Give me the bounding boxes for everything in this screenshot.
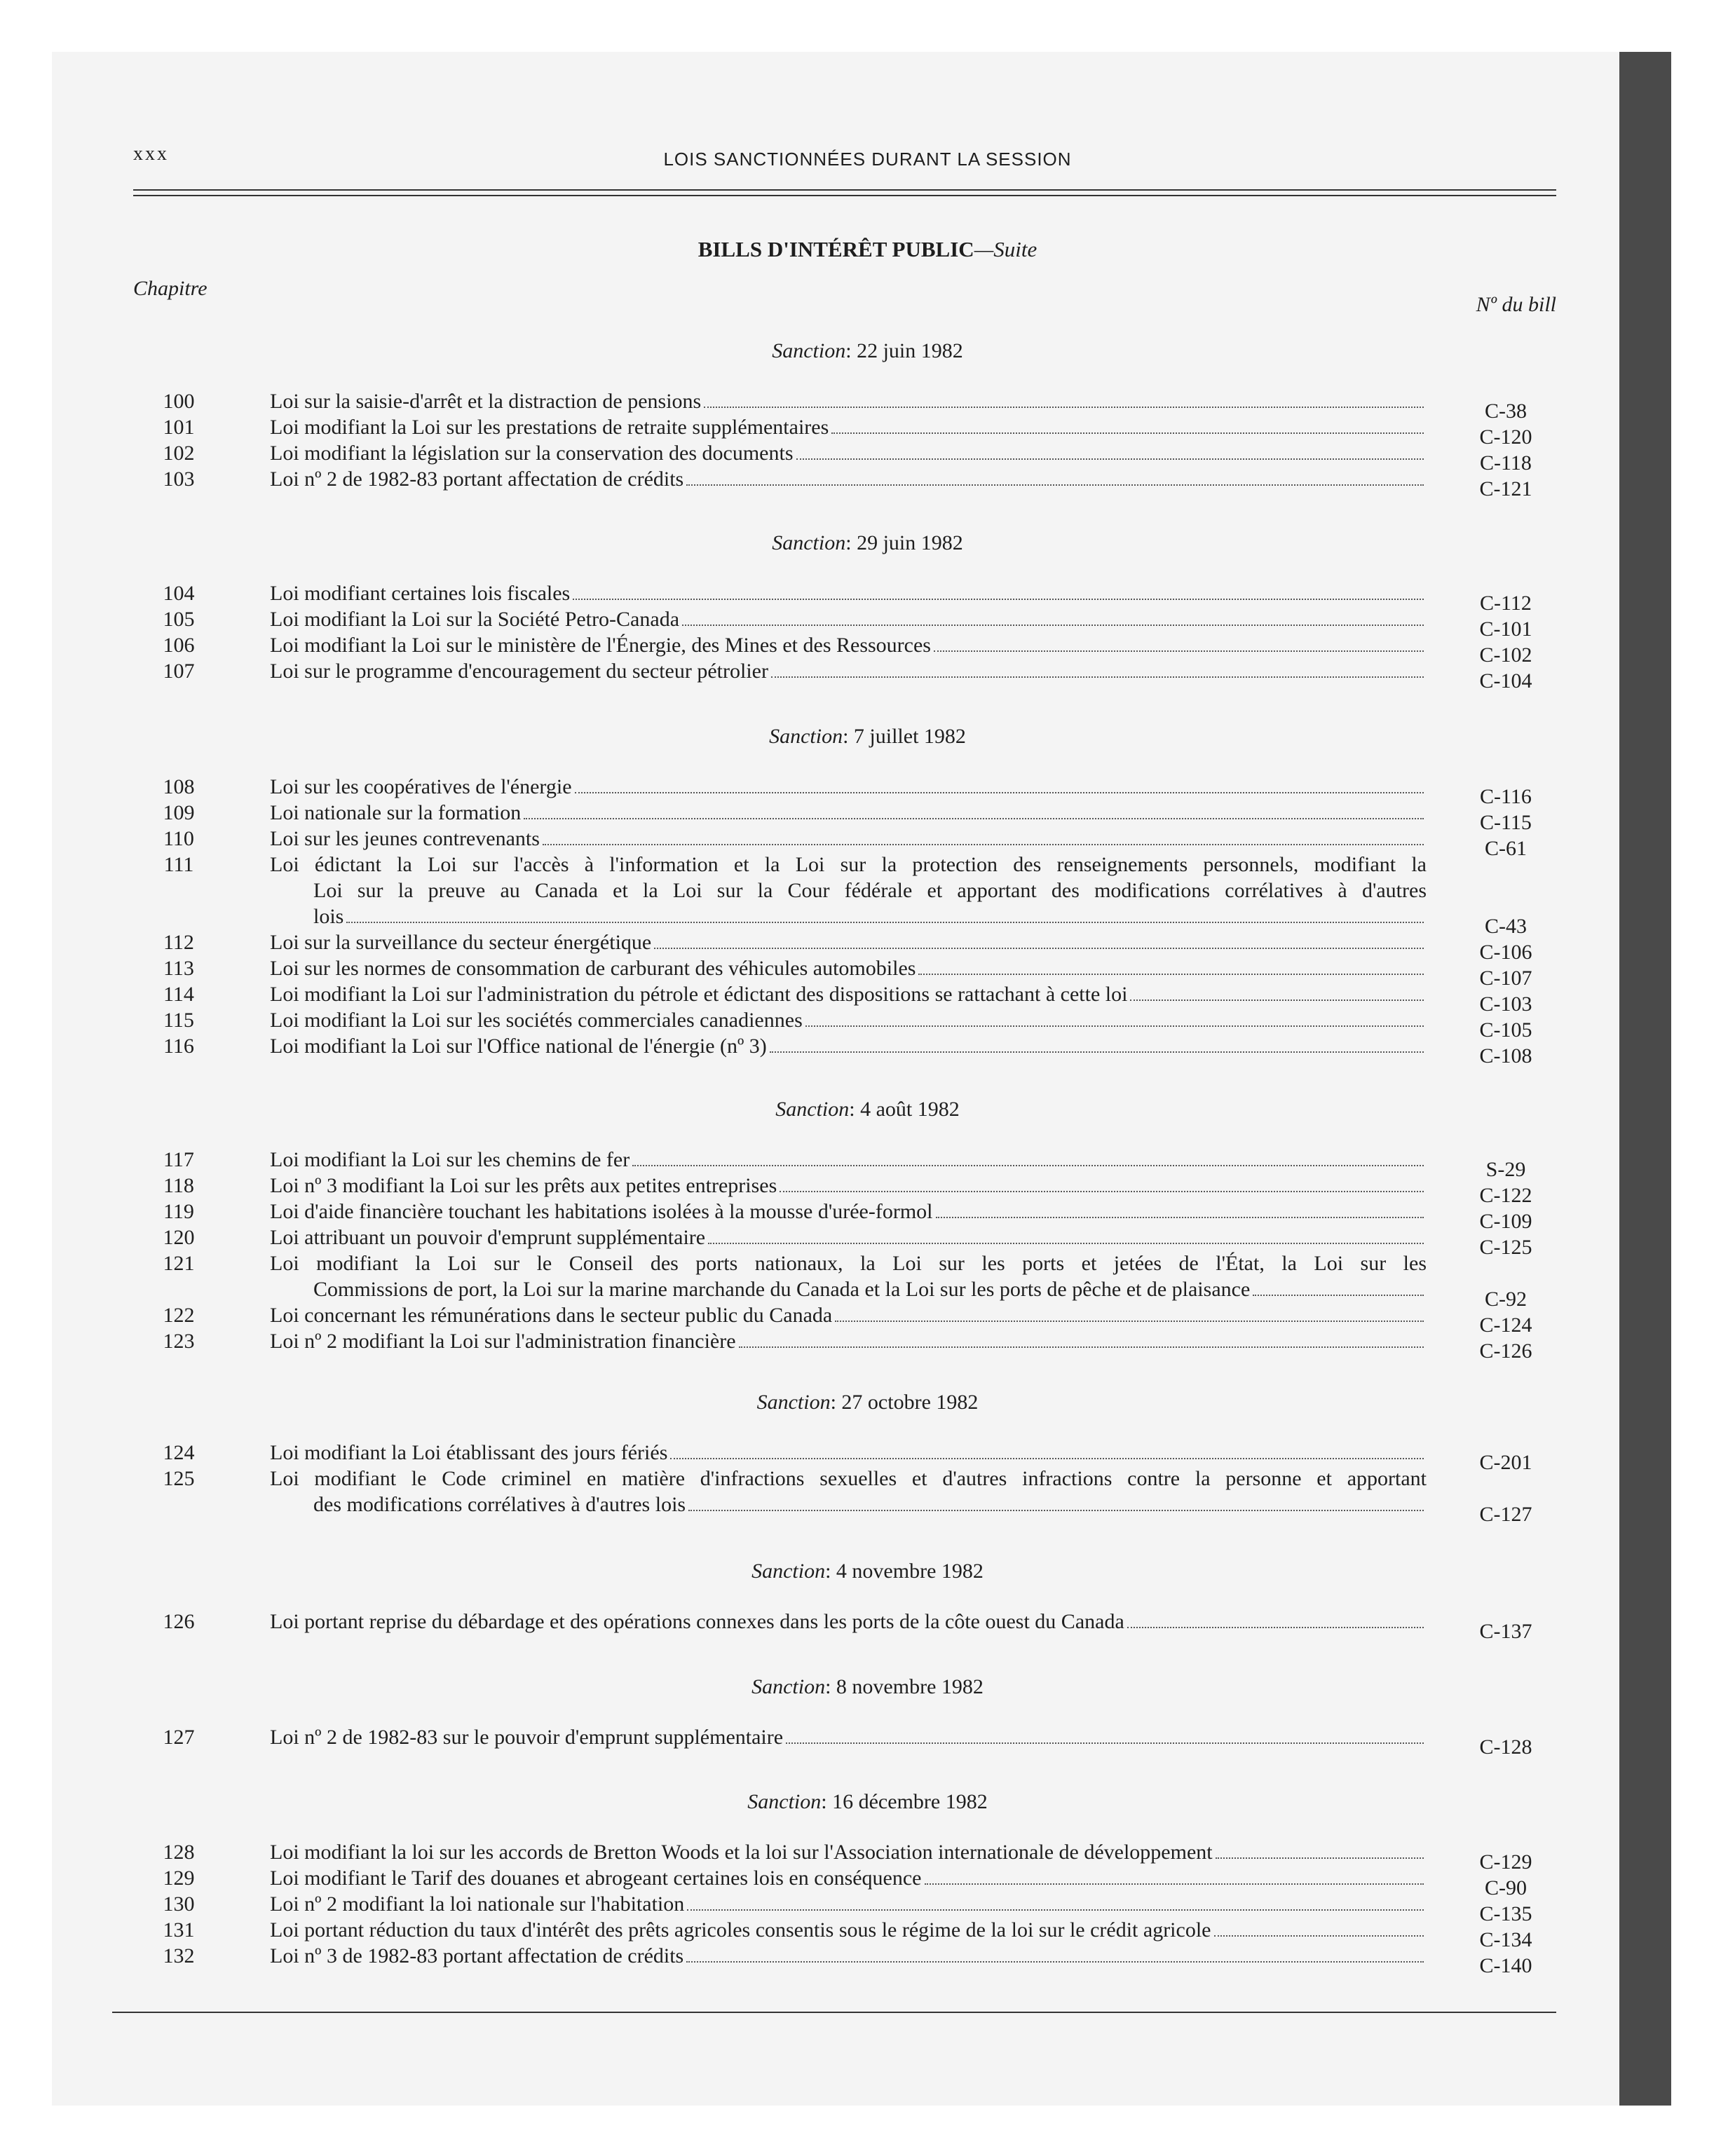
sanction-label: Sanction (756, 1391, 831, 1414)
bill-title-text: Loi d'aide financière touchant les habitations isolées à la mousse d'urée-formol (270, 1200, 933, 1223)
section-heading (0, 237, 1735, 262)
bill-title (270, 1609, 1427, 1635)
dot-leader (1130, 999, 1424, 1001)
bill-column-header: Nº du bill (1476, 293, 1556, 316)
bill-title-text: Loi modifiant la Loi établissant des jours fériés (270, 1441, 668, 1464)
bill-title-line (270, 414, 1427, 440)
bill-title-line (270, 466, 1427, 492)
bill-title-line (270, 955, 1427, 981)
bill-entry (0, 388, 1735, 423)
dot-leader (936, 1217, 1424, 1218)
sanction-date: : 29 juin 1982 (845, 531, 963, 554)
bill-entry (0, 852, 1735, 938)
chapter-number: 100 (163, 390, 195, 413)
bill-number: C-128 (1479, 1735, 1532, 1759)
header-rule (133, 189, 1556, 191)
bill-title-line (270, 981, 1427, 1007)
dot-leader (575, 792, 1424, 793)
sanction-date: : 22 juin 1982 (845, 339, 963, 362)
dot-leader (1253, 1295, 1424, 1296)
sanction-heading (0, 531, 1735, 555)
bill-title-text: Loi nº 3 de 1982-83 portant affectation de crédits (270, 1944, 684, 1967)
bill-title-line (270, 1007, 1427, 1033)
bill-entry (0, 632, 1735, 667)
bill-title-text: Loi sur les jeunes contrevenants (270, 827, 540, 850)
bill-title-text: des modifications corrélatives à d'autres lois (313, 1493, 686, 1516)
bill-title-line (270, 658, 1427, 684)
bill-title-line (270, 388, 1427, 414)
bill-title (270, 1917, 1427, 1943)
bill-number: C-118 (1480, 451, 1532, 475)
bill-number: C-38 (1485, 400, 1527, 423)
dot-leader (786, 1742, 1424, 1744)
page-number: xxx (133, 143, 169, 165)
bill-number: C-127 (1479, 1503, 1532, 1526)
dot-leader (687, 1909, 1424, 1911)
bill-entry (0, 1033, 1735, 1067)
bill-entry (0, 1328, 1735, 1363)
bill-title-text: Loi sur le programme d'encouragement du secteur pétrolier (270, 660, 768, 683)
sanction-date: : 4 novembre 1982 (825, 1560, 984, 1583)
bill-title-line (270, 1224, 1427, 1250)
bill-title-text: Loi modifiant la Loi sur la Société Petro-Canada (270, 608, 680, 631)
bill-title-line (270, 826, 1427, 852)
bill-entry (0, 800, 1735, 834)
bill-title-text: Loi modifiant la législation sur la conservation des documents (270, 442, 794, 465)
sanction-label: Sanction (769, 725, 843, 748)
bill-title-line (270, 774, 1427, 800)
sanction-heading (0, 1675, 1735, 1699)
bill-list (0, 1609, 1735, 1643)
bill-list (0, 580, 1735, 692)
dot-leader (632, 1165, 1424, 1166)
chapter-number: 110 (163, 827, 194, 850)
chapter-number: 122 (163, 1304, 195, 1327)
bill-entry (0, 440, 1735, 475)
sanction-label: Sanction (772, 339, 846, 362)
heading-main: BILLS D'INTÉRÊT PUBLIC (698, 237, 974, 261)
bill-number: C-104 (1479, 669, 1532, 692)
bill-title (270, 800, 1427, 826)
bill-title-text: Loi attribuant un pouvoir d'emprunt supplémentaire (270, 1226, 706, 1249)
bill-title (270, 632, 1427, 658)
sanction-date: : 7 juillet 1982 (843, 725, 966, 748)
chapter-number: 117 (163, 1148, 194, 1171)
bill-entry (0, 1173, 1735, 1207)
dot-leader (934, 650, 1424, 652)
dot-leader (925, 1883, 1424, 1885)
bill-number: C-112 (1480, 592, 1532, 615)
dot-leader (739, 1346, 1424, 1348)
sanction-date: : 16 décembre 1982 (821, 1790, 988, 1813)
bill-title-text: Loi nationale sur la formation (270, 801, 522, 824)
bill-title-line (270, 903, 1427, 929)
sanction-label: Sanction (772, 531, 846, 554)
bill-title-text: Loi modifiant certaines lois fiscales (270, 582, 571, 605)
chapter-number: 131 (163, 1918, 195, 1942)
bill-title-text: Loi portant reprise du débardage et des opérations connexes dans les ports de la côte ouest du Canada (270, 1610, 1124, 1633)
chapter-number: 113 (163, 957, 194, 980)
bill-entry (0, 1199, 1735, 1233)
bill-entry (0, 1917, 1735, 1951)
bill-title-text: Commissions de port, la Loi sur la marine marchande du Canada et la Loi sur les ports de pêche et de plaisance (313, 1278, 1251, 1301)
bill-entry (0, 1609, 1735, 1643)
bill-entry (0, 929, 1735, 964)
chapter-number: 112 (163, 931, 194, 954)
chapter-number: 129 (163, 1867, 195, 1890)
bill-title-line (270, 440, 1427, 466)
bill-number: C-101 (1479, 618, 1532, 641)
bill-title (270, 1865, 1427, 1891)
bill-title (270, 388, 1427, 414)
dot-leader (682, 625, 1424, 626)
bill-number: C-43 (1485, 915, 1527, 938)
bill-title (270, 1224, 1427, 1250)
bill-number: C-108 (1479, 1044, 1532, 1067)
dot-leader (771, 676, 1424, 678)
bill-title-text: Loi portant réduction du taux d'intérêt des prêts agricoles consentis sous le régime de la loi sur le crédit agricole (270, 1918, 1211, 1942)
bill-title-text: Loi nº 2 de 1982-83 sur le pouvoir d'emprunt supplémentaire (270, 1726, 784, 1749)
bill-title (270, 1007, 1427, 1033)
bill-title-line (270, 1276, 1427, 1302)
bill-title (270, 606, 1427, 632)
bill-number: C-135 (1479, 1902, 1532, 1925)
bill-title (270, 774, 1427, 800)
bill-list (0, 1839, 1735, 1977)
bill-number: C-129 (1479, 1850, 1532, 1874)
bill-title (270, 440, 1427, 466)
chapter-number: 106 (163, 634, 195, 657)
bill-title-text: Loi sur les normes de consommation de carburant des véhicules automobiles (270, 957, 916, 980)
bill-title-text: Loi modifiant la Loi sur le ministère de l'Énergie, des Mines et des Ressources (270, 634, 931, 657)
bill-title-text: Loi modifiant la loi sur les accords de Bretton Woods et la loi sur l'Association internationale de développement (270, 1841, 1213, 1864)
sanction-label: Sanction (751, 1560, 826, 1583)
bill-title (270, 1173, 1427, 1199)
chapter-number: 130 (163, 1892, 195, 1916)
bill-title (270, 658, 1427, 684)
dot-leader (670, 1458, 1424, 1459)
dot-leader (770, 1051, 1424, 1053)
bill-title-line: Loi édictant la Loi sur l'accès à l'information et la Loi sur la protection des renseignements personnels, modifiant la (270, 853, 1427, 876)
chapter-number: 102 (163, 442, 195, 465)
chapter-number: 105 (163, 608, 195, 631)
bill-title-text: Loi modifiant la Loi sur l'administration du pétrole et édictant des dispositions se rattachant à cette loi (270, 983, 1128, 1006)
dot-leader (654, 948, 1424, 949)
bill-title-line (270, 1609, 1427, 1635)
chapter-number: 101 (163, 416, 195, 439)
chapter-number: 118 (163, 1174, 194, 1197)
bill-number: C-201 (1479, 1451, 1532, 1474)
sanction-label: Sanction (747, 1790, 822, 1813)
bill-number: C-137 (1479, 1620, 1532, 1643)
bill-title (270, 466, 1427, 492)
bill-entry (0, 774, 1735, 808)
chapter-number: 116 (163, 1035, 194, 1058)
bill-number: C-92 (1485, 1288, 1527, 1311)
bill-title (270, 1466, 1427, 1517)
bill-number: C-126 (1479, 1339, 1532, 1363)
bill-entry (0, 1724, 1735, 1759)
bill-title-line (270, 1724, 1427, 1750)
bill-title-line (270, 1865, 1427, 1891)
bill-entry (0, 1839, 1735, 1874)
sanction-date: : 27 octobre 1982 (830, 1391, 979, 1414)
bill-entry (0, 1224, 1735, 1259)
sanction-heading (0, 339, 1735, 363)
sanction-heading (0, 1560, 1735, 1583)
bill-title-line (270, 1147, 1427, 1173)
bill-title-line: Loi modifiant le Code criminel en matière d'infractions sexuelles et d'autres infractions contre la personne et apportant (270, 1467, 1427, 1490)
bill-title-line (270, 1891, 1427, 1917)
bill-number: C-102 (1479, 643, 1532, 667)
dot-leader (524, 818, 1424, 819)
bill-title-text: Loi modifiant la Loi sur l'Office national de l'énergie (nº 3) (270, 1035, 767, 1058)
bill-title-line (270, 1173, 1427, 1199)
sanction-heading (0, 725, 1735, 749)
bill-entry (0, 1250, 1735, 1311)
chapter-number: 124 (163, 1441, 195, 1464)
bill-title (270, 1328, 1427, 1354)
footer-rule (112, 2012, 1556, 2013)
bill-title-text: Loi sur la surveillance du secteur énergétique (270, 931, 652, 954)
heading-suite: —Suite (974, 237, 1037, 261)
sanction-heading (0, 1391, 1735, 1414)
dot-leader (831, 432, 1424, 434)
dot-leader (796, 458, 1424, 460)
bill-number: C-106 (1479, 941, 1532, 964)
bill-number: C-124 (1479, 1314, 1532, 1337)
sanction-label: Sanction (751, 1675, 826, 1698)
bill-title (270, 1302, 1427, 1328)
bill-title-text: Loi nº 2 de 1982-83 portant affectation de crédits (270, 468, 684, 491)
dot-leader (543, 844, 1424, 845)
bill-title-text: Loi nº 2 modifiant la Loi sur l'administration financière (270, 1330, 736, 1353)
bill-title-line (270, 632, 1427, 658)
bill-number: C-109 (1479, 1210, 1532, 1233)
bill-entry (0, 1007, 1735, 1042)
dot-leader (686, 484, 1424, 486)
dot-leader (686, 1961, 1424, 1963)
bill-title-line (270, 1328, 1427, 1354)
dot-leader (708, 1243, 1424, 1244)
sanction-date: : 8 novembre 1982 (825, 1675, 984, 1698)
dot-leader (780, 1191, 1424, 1192)
bill-entry (0, 606, 1735, 641)
bill-title-line (270, 606, 1427, 632)
bill-number: C-140 (1479, 1954, 1532, 1977)
bill-list (0, 388, 1735, 500)
bill-number: C-61 (1485, 837, 1527, 860)
chapter-number: 132 (163, 1944, 195, 1967)
bill-title (270, 580, 1427, 606)
bill-title-text: Loi nº 3 modifiant la Loi sur les prêts aux petites entreprises (270, 1174, 777, 1197)
running-head: LOIS SANCTIONNÉES DURANT LA SESSION (663, 149, 1072, 170)
bill-title (270, 1250, 1427, 1302)
header-rule (133, 195, 1556, 196)
sanction-heading (0, 1790, 1735, 1814)
chapter-number: 125 (163, 1467, 195, 1490)
chapter-number: 119 (163, 1200, 194, 1223)
bill-title-line (270, 1199, 1427, 1224)
bill-title (270, 1943, 1427, 1969)
bill-entry (0, 1466, 1735, 1526)
bill-number: C-105 (1479, 1018, 1532, 1042)
bill-entry (0, 955, 1735, 990)
chapter-number: 123 (163, 1330, 195, 1353)
bill-title (270, 852, 1427, 929)
chapter-number: 104 (163, 582, 195, 605)
bill-title-text: Loi modifiant la Loi sur les prestations de retraite supplémentaires (270, 416, 829, 439)
bill-title (270, 955, 1427, 981)
bill-title-text: Loi modifiant la Loi sur les sociétés commerciales canadiennes (270, 1009, 803, 1032)
chapter-number: 115 (163, 1009, 194, 1032)
bill-title (270, 1724, 1427, 1750)
sanction-label: Sanction (775, 1098, 850, 1121)
sanction-date: : 4 août 1982 (849, 1098, 960, 1121)
bill-number: C-103 (1479, 992, 1532, 1016)
chapter-number: 103 (163, 468, 195, 491)
bill-entry (0, 414, 1735, 449)
chapter-number: 127 (163, 1726, 195, 1749)
bill-title-line (270, 580, 1427, 606)
bill-number: C-120 (1479, 425, 1532, 449)
dot-leader (688, 1510, 1424, 1511)
bill-title-line (270, 1943, 1427, 1969)
bill-title-text: Loi sur les coopératives de l'énergie (270, 775, 572, 798)
dot-leader (918, 974, 1424, 975)
chapter-number: 121 (163, 1252, 195, 1275)
bill-number: C-107 (1479, 967, 1532, 990)
sanction-heading (0, 1098, 1735, 1121)
bill-title-line: Loi modifiant la Loi sur le Conseil des ports nationaux, la Loi sur les ports et jetées de l'État, la Loi sur les (270, 1252, 1427, 1275)
bill-list (0, 1724, 1735, 1759)
chapter-column-header: Chapitre (133, 277, 207, 300)
dot-leader (346, 922, 1424, 923)
chapter-number: 107 (163, 660, 195, 683)
bill-title-text: Loi modifiant le Tarif des douanes et abrogeant certaines lois en conséquence (270, 1867, 922, 1890)
bill-title (270, 1891, 1427, 1917)
chapter-number: 108 (163, 775, 195, 798)
bill-number: C-122 (1479, 1184, 1532, 1207)
bill-title (270, 1147, 1427, 1173)
bill-title-line (270, 1917, 1427, 1943)
bill-title (270, 981, 1427, 1007)
bill-entry (0, 981, 1735, 1016)
bill-entry (0, 1440, 1735, 1474)
chapter-number: 114 (163, 983, 194, 1006)
bill-entry (0, 658, 1735, 692)
bill-number: C-125 (1479, 1236, 1532, 1259)
dot-leader (835, 1321, 1424, 1322)
bill-title-line (270, 1440, 1427, 1466)
bill-list (0, 774, 1735, 1067)
bill-title-text: Loi sur la saisie-d'arrêt et la distraction de pensions (270, 390, 702, 413)
bill-title-line (270, 929, 1427, 955)
bill-entry (0, 466, 1735, 500)
bill-number: C-121 (1479, 477, 1532, 500)
bill-number: C-90 (1485, 1876, 1527, 1899)
bill-title (270, 1839, 1427, 1865)
bill-title-text: lois (313, 905, 344, 928)
bill-title-line (270, 1033, 1427, 1059)
bill-number: C-116 (1480, 785, 1532, 808)
bill-title (270, 929, 1427, 955)
dot-leader (805, 1025, 1424, 1027)
bill-title (270, 1440, 1427, 1466)
bill-entry (0, 1302, 1735, 1337)
dot-leader (1127, 1627, 1424, 1628)
bill-title-text: Loi nº 2 modifiant la loi nationale sur l'habitation (270, 1892, 685, 1916)
bill-number: S-29 (1485, 1158, 1526, 1181)
bill-title-line (270, 800, 1427, 826)
bill-title-line: Loi sur la preuve au Canada et la Loi sur la Cour fédérale et apportant des modifications corrélatives à d'autres (313, 879, 1427, 902)
bill-title-line (270, 1492, 1427, 1517)
dot-leader (704, 407, 1424, 408)
bill-title (270, 826, 1427, 852)
bill-number: C-115 (1480, 811, 1532, 834)
bill-entry (0, 1891, 1735, 1925)
bill-list (0, 1147, 1735, 1363)
bill-number: C-134 (1479, 1928, 1532, 1951)
chapter-number: 111 (163, 853, 194, 876)
dot-leader (573, 599, 1424, 600)
chapter-number: 128 (163, 1841, 195, 1864)
bill-entry (0, 580, 1735, 615)
bill-title (270, 414, 1427, 440)
bill-entry (0, 1865, 1735, 1899)
chapter-number: 109 (163, 801, 195, 824)
dot-leader (1214, 1935, 1424, 1937)
bill-title-text: Loi modifiant la Loi sur les chemins de fer (270, 1148, 630, 1171)
bill-entry (0, 1147, 1735, 1181)
bill-title-line (270, 1302, 1427, 1328)
bill-entry (0, 1943, 1735, 1977)
bill-title-text: Loi concernant les rémunérations dans le secteur public du Canada (270, 1304, 833, 1327)
chapter-number: 120 (163, 1226, 195, 1249)
dot-leader (1216, 1857, 1424, 1859)
chapter-number: 126 (163, 1610, 195, 1633)
bill-entry (0, 826, 1735, 860)
bill-title (270, 1033, 1427, 1059)
bill-list (0, 1440, 1735, 1526)
bill-title (270, 1199, 1427, 1224)
bill-title-line (270, 1839, 1427, 1865)
